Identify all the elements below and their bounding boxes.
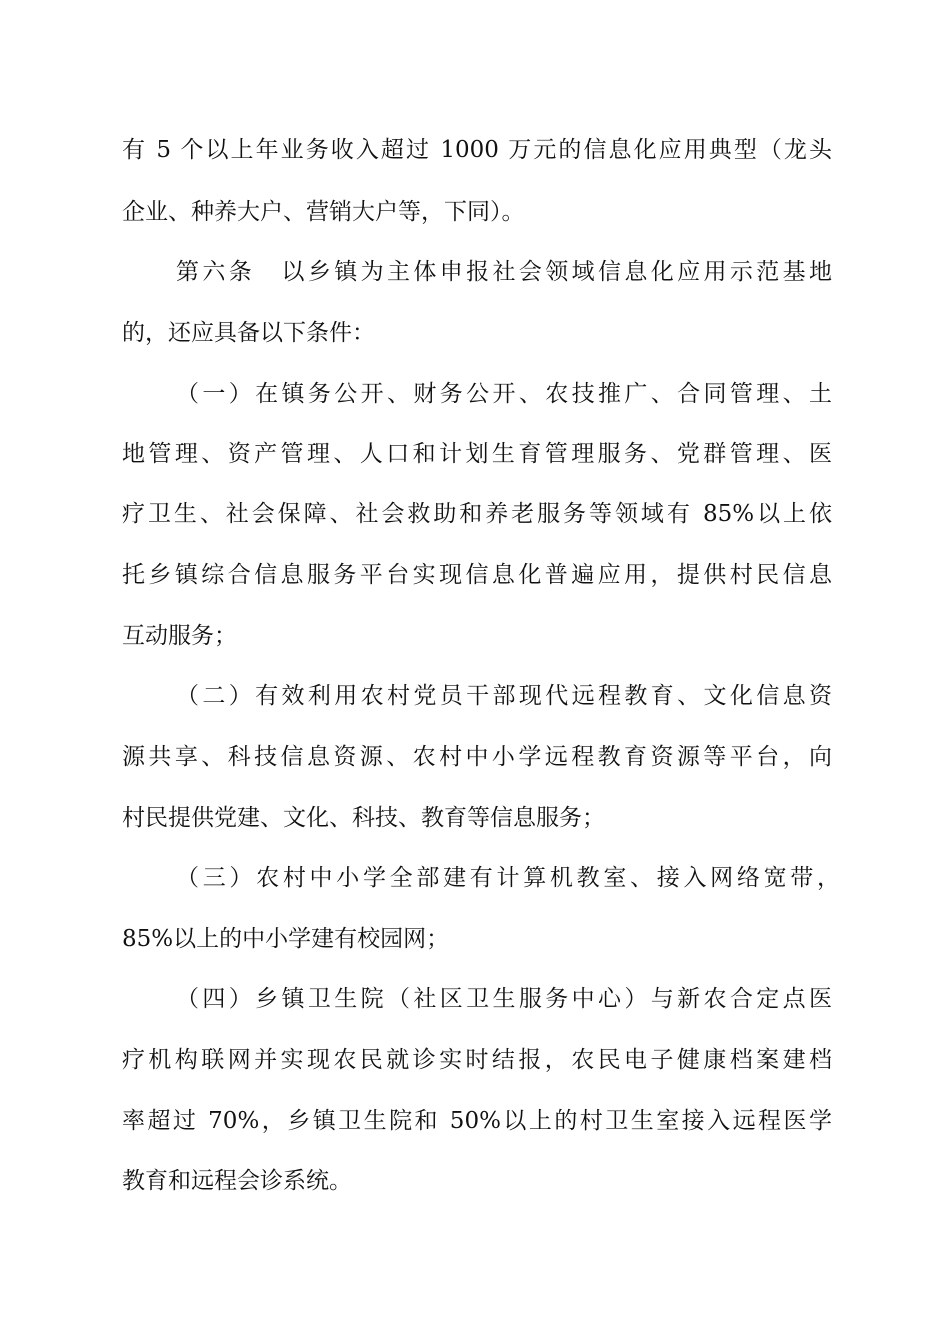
text-line: 疗机构联网并实现农民就诊实时结报，农民电子健康档案建档 — [122, 1047, 832, 1073]
article-heading-line: 第六条 以乡镇为主体申报社会领域信息化应用示范基地 — [176, 259, 832, 285]
text-line: 企业、种养大户、营销大户等，下同）。 — [122, 199, 525, 225]
text-line: 源共享、科技信息资源、农村中小学远程教育资源等平台，向 — [122, 744, 832, 770]
text-line: 有 5 个以上年业务收入超过 1000 万元的信息化应用典型（龙头 — [122, 137, 832, 163]
text-line: 教育和远程会诊系统。 — [122, 1168, 352, 1194]
text-line: 疗卫生、社会保障、社会救助和养老服务等领域有 85%以上依 — [122, 501, 832, 527]
text-line: 的，还应具备以下条件： — [122, 320, 375, 346]
text-line: （四）乡镇卫生院（社区卫生服务中心）与新农合定点医 — [176, 986, 832, 1012]
text-line: 85%以上的中小学建有校园网； — [122, 926, 450, 952]
text-line: 托乡镇综合信息服务平台实现信息化普遍应用，提供村民信息 — [122, 562, 832, 588]
text-line: （三）农村中小学全部建有计算机教室、接入网络宽带， — [176, 865, 840, 891]
text-line: （二）有效利用农村党员干部现代远程教育、文化信息资 — [176, 683, 832, 709]
text-line: 村民提供党建、文化、科技、教育等信息服务； — [122, 805, 605, 831]
text-line: 率超过 70%，乡镇卫生院和 50%以上的村卫生室接入远程医学 — [122, 1108, 832, 1134]
text-line: （一）在镇务公开、财务公开、农技推广、合同管理、土 — [176, 381, 832, 407]
text-line: 互动服务； — [122, 623, 237, 649]
text-line: 地管理、资产管理、人口和计划生育管理服务、党群管理、医 — [122, 441, 832, 467]
